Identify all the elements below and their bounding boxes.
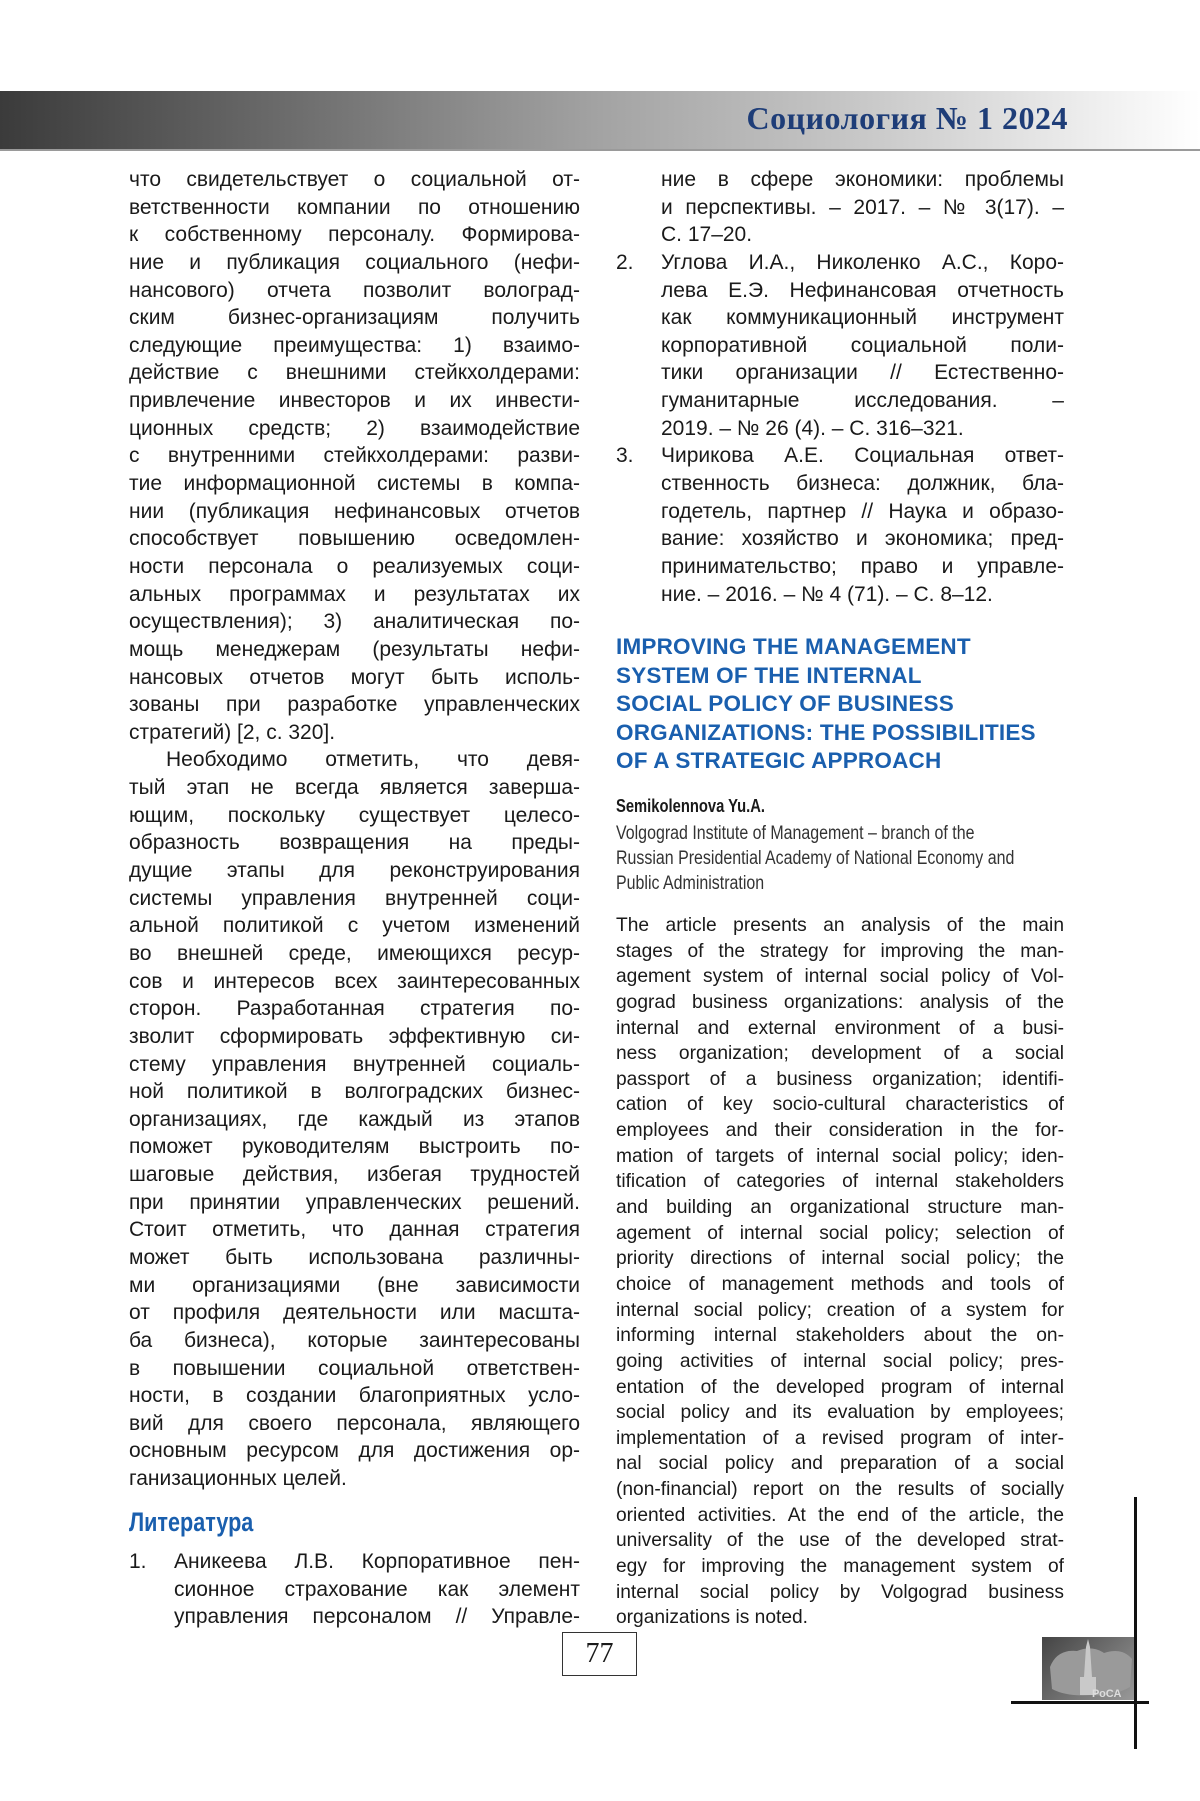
- reference-item: [661, 166, 1064, 249]
- title-line: SOCIAL POLICY OF BUSINESS: [616, 690, 1036, 719]
- text-line: ми организациями (вне зависимости: [129, 1272, 580, 1300]
- reference-line: и перспективы. – 2017. – № 3(17). –: [661, 194, 1064, 222]
- text-line: стратегий) [2, с. 320].: [129, 719, 580, 747]
- abstract-line: informing internal stakeholders about the on-: [616, 1323, 1064, 1349]
- text-line: тие информационной системы в компа-: [129, 470, 580, 498]
- text-line: образность возвращения на преды-: [129, 829, 580, 857]
- references-heading: Литература: [129, 1507, 253, 1538]
- abstract-line: agement of internal social policy; selection of: [616, 1221, 1064, 1247]
- text-line: поможет руководителям выстроить по-: [129, 1133, 580, 1161]
- reference-item: [174, 1548, 580, 1631]
- text-line: нансового) отчета позволит волоград-: [129, 277, 580, 305]
- abstract-line: ness organization; development of a social: [616, 1041, 1064, 1067]
- reference-number: 2.: [616, 249, 634, 277]
- text-line: может быть использована различны-: [129, 1244, 580, 1272]
- reference-line: Аникеева Л.В. Корпоративное пен-: [174, 1548, 580, 1576]
- svg-text:РоСА: РоСА: [1092, 1688, 1121, 1700]
- abstract-line: universality of the use of the developed strat-: [616, 1528, 1064, 1554]
- reference-line: С. 17–20.: [661, 221, 1064, 249]
- abstract-line: going activities of internal social policy; pres-: [616, 1349, 1064, 1375]
- text-line: ющим, поскольку существует целесо-: [129, 802, 580, 830]
- abstract-line: implementation of a revised program of inter-: [616, 1426, 1064, 1452]
- text-line: сов и интересов всех заинтересованных: [129, 968, 580, 996]
- text-line: шаговые действия, избегая трудностей: [129, 1161, 580, 1189]
- reference-item: [661, 442, 1064, 608]
- abstract-line: mation of targets of internal social policy; iden-: [616, 1144, 1064, 1170]
- text-line: нансовых отчетов могут быть исполь-: [129, 664, 580, 692]
- abstract-line: internal and external environment of a busi-: [616, 1016, 1064, 1042]
- text-line: ние и публикация социального (нефи-: [129, 249, 580, 277]
- text-line: ба бизнеса), которые заинтересованы: [129, 1327, 580, 1355]
- author-name: Semikolennova Yu.A.: [616, 796, 765, 817]
- reference-line: ственность бизнеса: должник, бла-: [661, 470, 1064, 498]
- left-column: [129, 166, 580, 1493]
- text-line: в повышении социальной ответствен-: [129, 1355, 580, 1383]
- reference-line: Чирикова А.Е. Социальная ответ-: [661, 442, 1064, 470]
- text-line: Стоит отметить, что данная стратегия: [129, 1216, 580, 1244]
- reference-line: вание: хозяйство и экономика; пред-: [661, 525, 1064, 553]
- abstract-line: egy for improving the management system of: [616, 1554, 1064, 1580]
- abstract-line: internal social policy; creation of a system for: [616, 1298, 1064, 1324]
- reference-item: [661, 249, 1064, 442]
- reference-line: ние в сфере экономики: проблемы: [661, 166, 1064, 194]
- text-line: следующие преимущества: 1) взаимо-: [129, 332, 580, 360]
- text-line: системы управления внутренней соци-: [129, 885, 580, 913]
- text-line: ционных средств; 2) взаимодействие: [129, 415, 580, 443]
- left-references: [174, 1548, 580, 1631]
- text-line: зволит сформировать эффективную си-: [129, 1023, 580, 1051]
- reference-line: Углова И.А., Николенко А.С., Коро-: [661, 249, 1064, 277]
- corner-horizontal-rule: [1011, 1701, 1149, 1704]
- page-number: 77: [562, 1632, 637, 1676]
- text-line: альной политикой с учетом изменений: [129, 912, 580, 940]
- reference-line: годетель, партнер // Наука и образо-: [661, 498, 1064, 526]
- affiliation-line: Public Administration: [616, 871, 1014, 896]
- text-line: к собственному персоналу. Формирова-: [129, 221, 580, 249]
- abstract-line: oriented activities. At the end of the article, the: [616, 1503, 1064, 1529]
- text-line: дущие этапы для реконструирования: [129, 857, 580, 885]
- text-line: ветственности компании по отношению: [129, 194, 580, 222]
- affiliation-line: Volgograd Institute of Management – branch of the: [616, 821, 1014, 846]
- title-line: IMPROVING THE MANAGEMENT: [616, 633, 1036, 662]
- text-line: с внутренними стейкхолдерами: разви-: [129, 442, 580, 470]
- abstract-line: tification of categories of internal stakeholders: [616, 1169, 1064, 1195]
- title-line: ORGANIZATIONS: THE POSSIBILITIES: [616, 719, 1036, 748]
- text-line: привлечение инвесторов и их инвести-: [129, 387, 580, 415]
- text-line: действие с внешними стейкхолдерами:: [129, 359, 580, 387]
- text-line: тый этап не всегда является заверша-: [129, 774, 580, 802]
- abstract-line: cation of key socio-cultural characteristics of: [616, 1092, 1064, 1118]
- abstract-line: gograd business organizations: analysis of the: [616, 990, 1064, 1016]
- reference-number: 3.: [616, 442, 634, 470]
- abstract-line: passport of a business organization; identifi-: [616, 1067, 1064, 1093]
- right-references: [661, 166, 1064, 608]
- text-line: при принятии управленческих решений.: [129, 1189, 580, 1217]
- reference-number: 1.: [129, 1548, 147, 1576]
- reference-line: принимательство; право и управле-: [661, 553, 1064, 581]
- abstract-line: organizations is noted.: [616, 1605, 1064, 1631]
- text-line: ности персонала о реализуемых соци-: [129, 553, 580, 581]
- reference-line: тики организации // Естественно-: [661, 359, 1064, 387]
- text-line: организациях, где каждый из этапов: [129, 1106, 580, 1134]
- abstract-line: internal social policy by Volgograd business: [616, 1580, 1064, 1606]
- abstract-line: stages of the strategy for improving the man-: [616, 939, 1064, 965]
- author-affiliation: [616, 821, 1014, 896]
- abstract-line: social policy and its evaluation by employees;: [616, 1400, 1064, 1426]
- text-line: стему управления внутренней социаль-: [129, 1051, 580, 1079]
- text-line: мощь менеджерам (результаты нефи-: [129, 636, 580, 664]
- text-line: ским бизнес-организациям получить: [129, 304, 580, 332]
- text-line: нии (публикация нефинансовых отчетов: [129, 498, 580, 526]
- text-line: ности, в создании благоприятных усло-: [129, 1382, 580, 1410]
- text-line: ной политикой в волгоградских бизнес-: [129, 1078, 580, 1106]
- abstract-line: employees and their consideration in the for-: [616, 1118, 1064, 1144]
- text-line: альных программах и результатах их: [129, 581, 580, 609]
- text-line: во внешней среде, имеющихся ресур-: [129, 940, 580, 968]
- abstract-line: (non-financial) report on the results of socially: [616, 1477, 1064, 1503]
- text-line: основным ресурсом для достижения ор-: [129, 1437, 580, 1465]
- title-line: OF A STRATEGIC APPROACH: [616, 747, 1036, 776]
- reference-line: как коммуникационный инструмент: [661, 304, 1064, 332]
- reference-line: лева Е.Э. Нефинансовая отчетность: [661, 277, 1064, 305]
- abstract-line: entation of the developed program of internal: [616, 1375, 1064, 1401]
- text-line: вий для своего персонала, являющего: [129, 1410, 580, 1438]
- text-line: способствует повышению осведомлен-: [129, 525, 580, 553]
- title-line: SYSTEM OF THE INTERNAL: [616, 662, 1036, 691]
- text-line: сторон. Разработанная стратегия по-: [129, 995, 580, 1023]
- reference-line: ние. – 2016. – № 4 (71). – С. 8–12.: [661, 581, 1064, 609]
- logo-map-icon: [1042, 1637, 1135, 1700]
- abstract-line: The article presents an analysis of the main: [616, 913, 1064, 939]
- journal-logo: [1042, 1637, 1135, 1700]
- abstract-line: and building an organizational structure man-: [616, 1195, 1064, 1221]
- abstract-line: priority directions of internal social policy; the: [616, 1246, 1064, 1272]
- abstract: [616, 913, 1064, 1631]
- abstract-line: choice of management methods and tools of: [616, 1272, 1064, 1298]
- reference-line: корпоративной социальной поли-: [661, 332, 1064, 360]
- reference-line: гуманитарные исследования. –: [661, 387, 1064, 415]
- text-line: осуществления); 3) аналитическая по-: [129, 608, 580, 636]
- english-title: [616, 633, 1036, 776]
- text-line: что свидетельствует о социальной от-: [129, 166, 580, 194]
- reference-line: сионное страхование как элемент: [174, 1576, 580, 1604]
- affiliation-line: Russian Presidential Academy of National Economy and: [616, 846, 1014, 871]
- abstract-line: agement system of internal social policy of Vol-: [616, 964, 1064, 990]
- journal-title: Социология № 1 2024: [747, 100, 1068, 137]
- reference-line: 2019. – № 26 (4). – С. 316–321.: [661, 415, 1064, 443]
- reference-line: управления персоналом // Управле-: [174, 1603, 580, 1631]
- text-line: от профиля деятельности или масшта-: [129, 1299, 580, 1327]
- text-line: ганизационных целей.: [129, 1465, 580, 1493]
- corner-vertical-rule: [1134, 1497, 1137, 1749]
- text-line: зованы при разработке управленческих: [129, 691, 580, 719]
- text-line: Необходимо отметить, что девя-: [129, 746, 580, 774]
- abstract-line: nal social policy and preparation of a social: [616, 1451, 1064, 1477]
